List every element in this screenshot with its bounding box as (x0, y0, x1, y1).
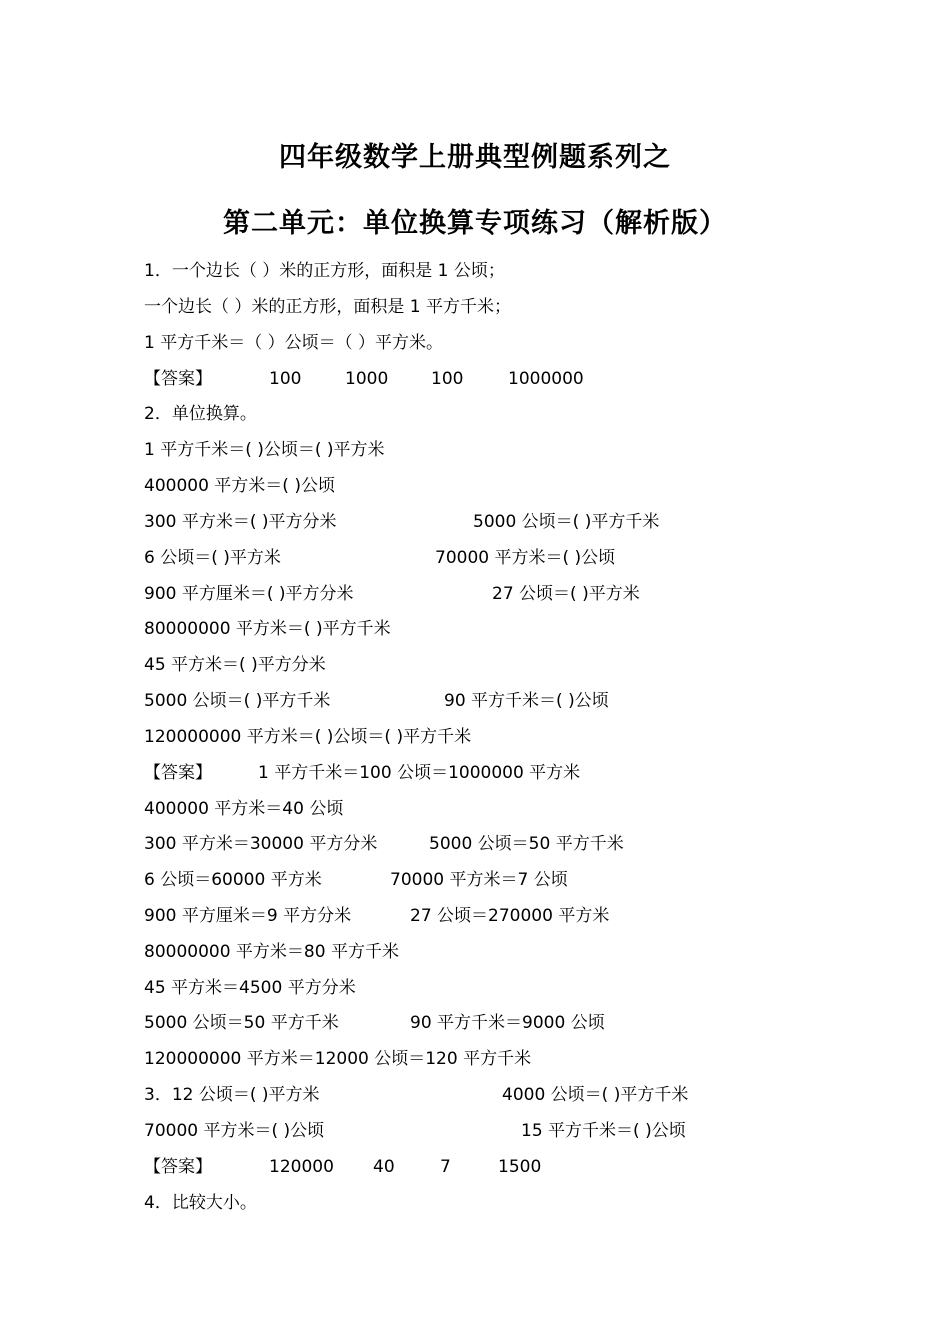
answer-tag: 【答案】 (144, 369, 212, 389)
q1-line-2: 一个边长（ ）米的正方形，面积是 1 平方千米； (144, 297, 512, 317)
q1-answer-2: 1000 (345, 369, 389, 389)
q2-answer: 6 公顷＝60000 平方米 (144, 870, 322, 890)
q3-answer-1: 120000 (269, 1157, 334, 1177)
q2-item: 80000000 平方米＝( )平方千米 (144, 619, 391, 639)
q3-answer-3: 7 (440, 1157, 451, 1177)
q2-item: 90 平方千米＝( )公顷 (444, 691, 609, 711)
q4-heading: 4．比较大小。 (144, 1193, 257, 1213)
q2-item: 300 平方米＝( )平方分米 (144, 512, 337, 532)
q1-answer-4: 1000000 (508, 369, 584, 389)
q2-item: 45 平方米＝( )平方分米 (144, 655, 326, 675)
q2-answer: 1 平方千米＝100 公顷＝1000000 平方米 (258, 763, 581, 783)
q2-answer: 120000000 平方米＝12000 公顷＝120 平方千米 (144, 1049, 532, 1069)
q3-item: 4000 公顷＝( )平方千米 (502, 1085, 689, 1105)
q2-item: 5000 公顷＝( )平方千米 (144, 691, 331, 711)
q2-item: 900 平方厘米＝( )平方分米 (144, 584, 354, 604)
q2-answer: 27 公顷＝270000 平方米 (410, 906, 610, 926)
q3-answer-4: 1500 (498, 1157, 542, 1177)
q2-answer: 400000 平方米＝40 公顷 (144, 799, 344, 819)
q3-answer-2: 40 (373, 1157, 395, 1177)
q1-line-1: 1．一个边长（ ）米的正方形，面积是 1 公顷； (144, 261, 505, 281)
q2-item: 27 公顷＝( )平方米 (492, 584, 640, 604)
document-subtitle: 第二单元：单位换算专项练习（解析版） (223, 208, 727, 239)
q1-answer-1: 100 (269, 369, 302, 389)
q3-item: 15 平方千米＝( )公顷 (521, 1121, 686, 1141)
q2-answer: 80000000 平方米＝80 平方千米 (144, 942, 399, 962)
q2-item: 400000 平方米＝( )公顷 (144, 476, 335, 496)
q2-item: 1 平方千米＝( )公顷＝( )平方米 (144, 440, 385, 460)
answer-tag: 【答案】 (144, 763, 212, 783)
q2-item: 5000 公顷＝( )平方千米 (473, 512, 660, 532)
q3-item: 3．12 公顷＝( )平方米 (144, 1085, 320, 1105)
q2-answer: 5000 公顷＝50 平方千米 (429, 834, 624, 854)
q2-item: 120000000 平方米＝( )公顷＝( )平方千米 (144, 727, 472, 747)
q2-answer: 5000 公顷＝50 平方千米 (144, 1013, 339, 1033)
q2-answer: 90 平方千米＝9000 公顷 (410, 1013, 605, 1033)
q2-heading: 2．单位换算。 (144, 404, 257, 424)
q2-answer: 70000 平方米＝7 公顷 (390, 870, 568, 890)
document-title: 四年级数学上册典型例题系列之 (279, 142, 671, 173)
q1-line-3: 1 平方千米＝（ ）公顷＝（ ）平方米。 (144, 333, 444, 353)
q2-answer: 45 平方米＝4500 平方分米 (144, 978, 356, 998)
q3-item: 70000 平方米＝( )公顷 (144, 1121, 325, 1141)
q2-answer: 300 平方米＝30000 平方分米 (144, 834, 378, 854)
q2-item: 70000 平方米＝( )公顷 (435, 548, 616, 568)
answer-tag: 【答案】 (144, 1157, 212, 1177)
q2-answer: 900 平方厘米＝9 平方分米 (144, 906, 352, 926)
q2-item: 6 公顷＝( )平方米 (144, 548, 281, 568)
q1-answer-3: 100 (431, 369, 464, 389)
